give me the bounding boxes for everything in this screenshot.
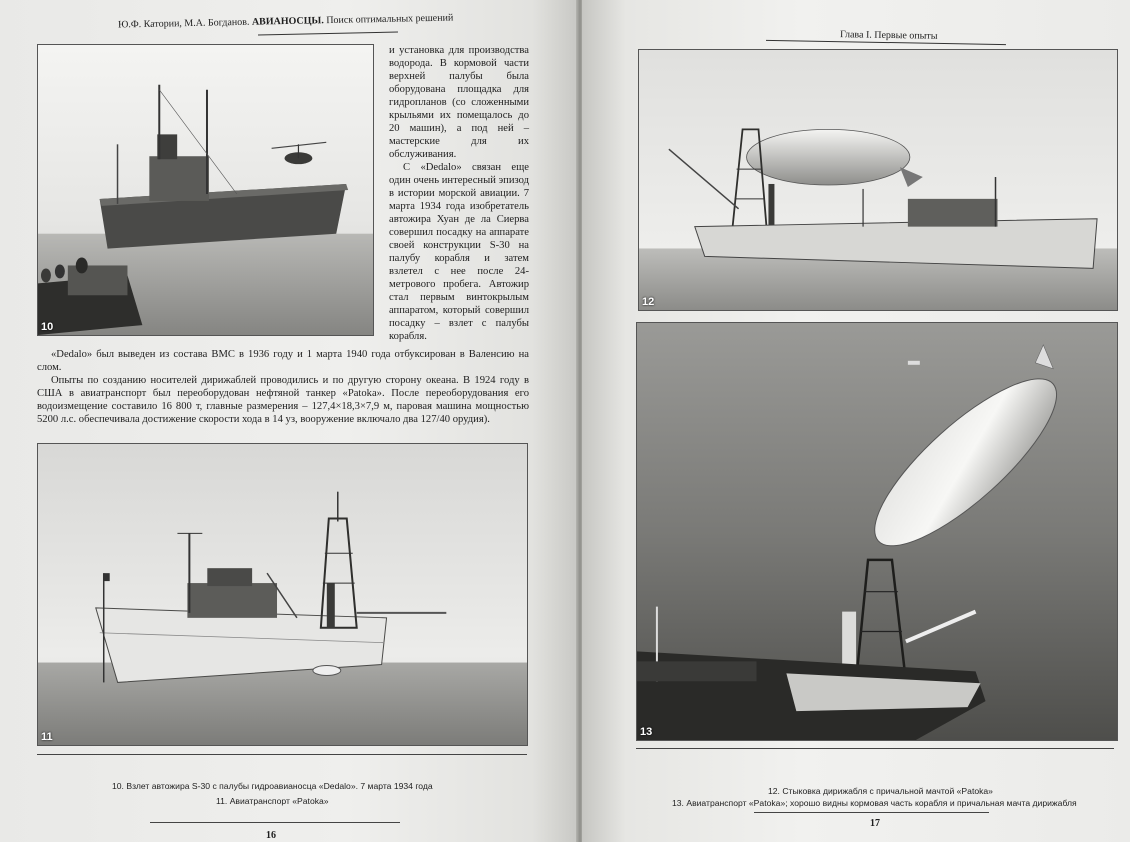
photo-11-image	[38, 444, 527, 745]
column-paragraph-1: и установка для производства водорода. В кормовой части верхней палубы была оборудована площадка для гидропланов (со сложенными крыльями их помещалось до 20 машин), а под ней – мастерские для их обслуживания.	[389, 45, 529, 160]
photo-13-image	[637, 323, 1117, 740]
right-caption-rule-top	[636, 748, 1114, 749]
caption-12: 12. Стыковка дирижабля с причальной мачтой «Patoka»	[768, 786, 993, 796]
photo-11-number: 11	[41, 731, 53, 743]
photo-patoka-ship	[37, 443, 528, 746]
photo-12-number: 12	[642, 296, 655, 308]
photo-airship-docking	[638, 49, 1118, 311]
body-paragraph-1: «Dedalo» был выведен из состава ВМС в 1936 году и 1 марта 1940 года отбуксирован в Валенсию на слом.	[37, 349, 529, 373]
page-number-left: 16	[266, 830, 276, 841]
right-running-head: Глава I. Первые опыты	[839, 29, 938, 42]
page-number-right: 17	[870, 818, 880, 829]
caption-13: 13. Авиатранспорт «Patoka»; хорошо видны кормовая часть корабля и причальная мачта дирижабля	[672, 798, 1077, 808]
photo-13-number: 13	[640, 726, 653, 738]
full-width-text	[37, 348, 529, 426]
right-caption-rule-bottom	[754, 812, 989, 813]
caption-11: 11. Авиатранспорт «Patoka»	[216, 796, 329, 806]
running-head-authors: Ю.Ф. Катории, М.А. Богданов.	[117, 16, 250, 31]
column-text	[389, 44, 529, 343]
left-running-head	[118, 12, 453, 30]
running-head-title: АВИАНОСЦЫ.	[251, 15, 324, 28]
column-paragraph-2: С «Dedalo» связан еще один очень интересный эпизод в истории морской авиации. 7 марта 1934 года изобретатель автожира Хуан де ла Сиерва совершил посадку на аппарате своей конструкции S-30 на палубу корабля и затем взлетел с нее после 24-метрового пробега. Автожир стал первым винтокрылым аппаратом, который совершил посадку – взлет с палубы корабля.	[389, 162, 529, 342]
caption-rule-top	[37, 754, 527, 755]
body-paragraph-2: Опыты по созданию носителей дирижаблей проводились и по другую сторону океана. В 1924 году в США в авиатранспорт был переоборудован нефтяной танкер «Patoka». После переоборудования его водоизмещение составило 16 800 т, главные размерения – 127,4×18,3×7,9 м, паровая машина мощностью 5200 л.с. обеспечивала достижение скорости хода в 14 уз, вооружение включало два 127/40 орудия).	[37, 375, 529, 425]
running-head-rule	[258, 32, 398, 36]
photo-10-number: 10	[41, 321, 54, 333]
photo-12-image	[639, 50, 1117, 310]
caption-10: 10. Взлет автожира S-30 с палубы гидроавианосца «Dedalo». 7 марта 1934 года	[112, 781, 433, 791]
right-page	[582, 0, 1130, 842]
photo-dedalo-autogiro	[37, 44, 374, 336]
running-head-subtitle: Поиск оптимальных решений	[326, 12, 454, 27]
photo-10-image	[38, 45, 373, 335]
caption-rule-bottom	[150, 822, 400, 823]
photo-airship-moored	[636, 322, 1118, 741]
